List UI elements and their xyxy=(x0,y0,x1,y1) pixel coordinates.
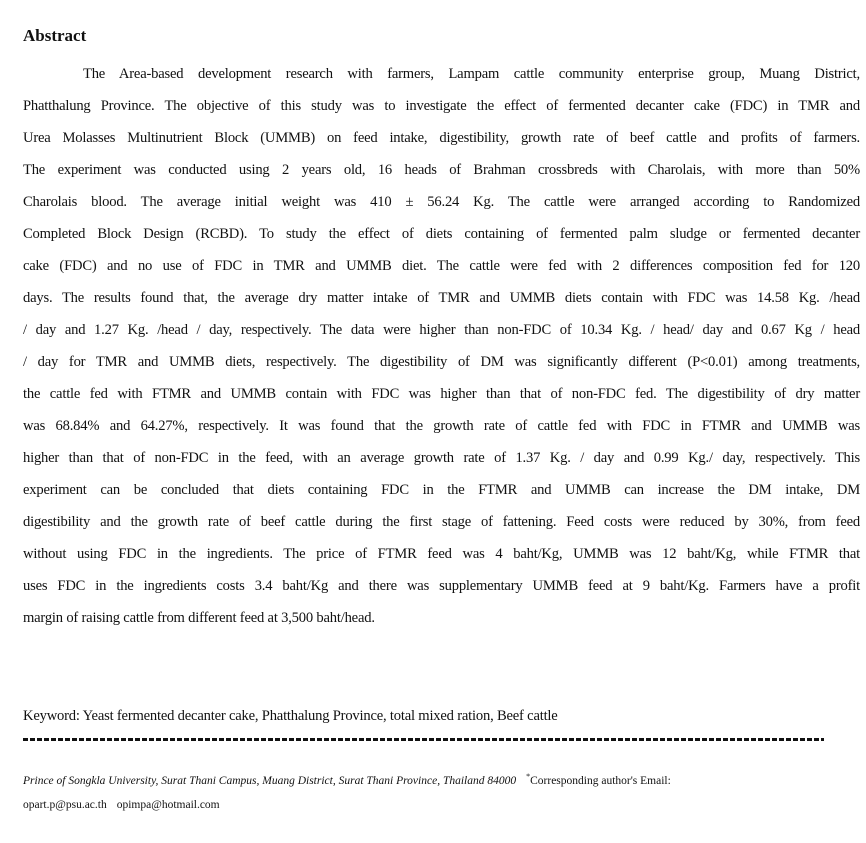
abstract-line: The Area-based development research with farmers, Lampam cattle community enterprise group, Muang District, xyxy=(83,66,860,82)
email-line xyxy=(23,798,220,812)
abstract-line: cake (FDC) and no use of FDC in TMR and UMMB diet. The cattle were fed with 2 differences composition fed for 120 xyxy=(23,258,860,274)
abstract-line: without using FDC in the ingredients. The price of FTMR feed was 4 baht/Kg, UMMB was 12 baht/Kg, while FTMR that xyxy=(23,546,860,562)
abstract-line: the cattle fed with FTMR and UMMB contain with FDC was higher than that of non-FDC fed. The digestibility of dry matter xyxy=(23,386,860,402)
abstract-line: The experiment was conducted using 2 years old, 16 heads of Brahman crossbreds with Charolais, with more than 50% xyxy=(23,162,860,178)
abstract-line: uses FDC in the ingredients costs 3.4 baht/Kg and there was supplementary UMMB feed at 9 baht/Kg. Farmers have a profit xyxy=(23,578,860,594)
dashed-separator xyxy=(23,738,824,741)
abstract-line: / day and 1.27 Kg. /head / day, respectively. The data were higher than non-FDC of 10.34 Kg. / head/ day and 0.67 Kg / head xyxy=(23,322,860,338)
affiliation-line xyxy=(23,770,671,788)
corresponding-label: Corresponding author's Email: xyxy=(530,774,671,787)
corresponding-mark: * xyxy=(526,772,531,781)
abstract-line: Charolais blood. The average initial weight was 410 ± 56.24 Kg. The cattle were arranged according to Randomized xyxy=(23,194,860,210)
email-link[interactable]: opimpa@hotmail.com xyxy=(116,799,220,811)
abstract-line: Urea Molasses Multinutrient Block (UMMB) on feed intake, digestibility, growth rate of beef cattle and profits of farmers. xyxy=(23,130,860,146)
abstract-line: Completed Block Design (RCBD). To study the effect of diets containing of fermented palm sludge or fermented decanter xyxy=(23,226,860,242)
abstract-line: Phatthalung Province. The objective of this study was to investigate the effect of fermented decanter cake (FDC) in TMR and xyxy=(23,98,860,114)
abstract-line: was 68.84% and 64.27%, respectively. It was found that the growth rate of cattle fed with FDC in FTMR and UMMB was xyxy=(23,418,860,434)
abstract-line: days. The results found that, the average dry matter intake of TMR and UMMB diets contain with FDC was 14.58 Kg. /head xyxy=(23,290,860,306)
abstract-line: experiment can be concluded that diets containing FDC in the FTMR and UMMB can increase the DM intake, DM xyxy=(23,482,860,498)
abstract-heading: Abstract xyxy=(23,26,87,45)
keywords: Keyword: Yeast fermented decanter cake, Phatthalung Province, total mixed ration, Beef cattle xyxy=(23,708,558,724)
abstract-line: / day for TMR and UMMB diets, respectively. The digestibility of DM was significantly different (P<0.01) among treatments, xyxy=(23,354,860,370)
email-link[interactable]: opart.p@psu.ac.th xyxy=(23,799,107,811)
affiliation: Prince of Songkla University, Surat Thani Campus, Muang District, Surat Thani Province, Thailand 84000 xyxy=(23,774,517,787)
abstract-line: digestibility and the growth rate of beef cattle during the first stage of fattening. Feed costs were reduced by 30%, from feed xyxy=(23,514,860,530)
abstract-line: higher than that of non-FDC in the feed, with an average growth rate of 1.37 Kg. / day and 0.99 Kg./ day, respectively. This xyxy=(23,450,860,466)
abstract-line: margin of raising cattle from different feed at 3,500 baht/head. xyxy=(23,610,375,626)
